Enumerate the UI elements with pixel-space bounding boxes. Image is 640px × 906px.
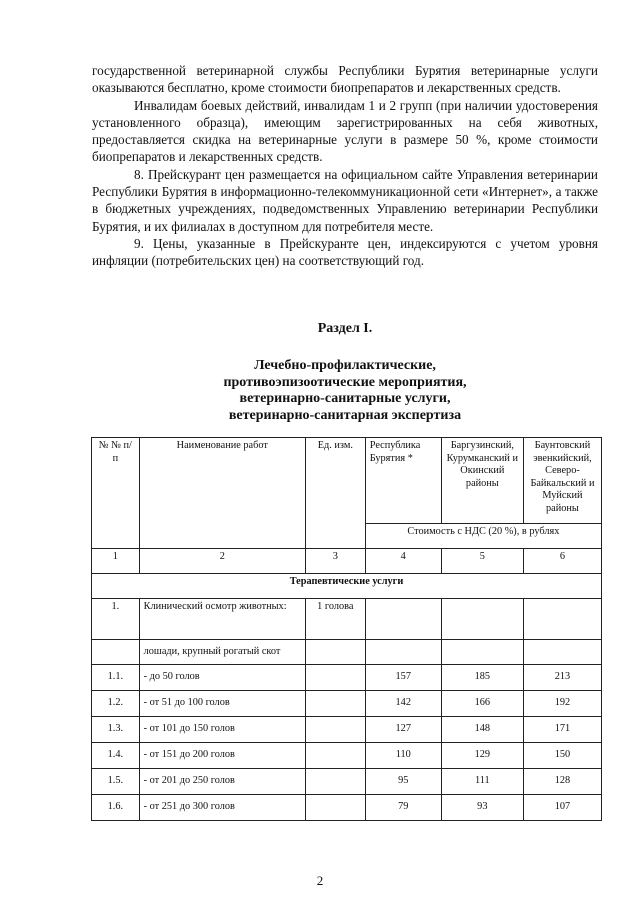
row-num: 1. (92, 599, 140, 640)
row-value (523, 640, 601, 665)
row-value: 148 (441, 717, 523, 743)
table-row (92, 769, 602, 795)
header-col4: Республика Бурятия * (365, 438, 441, 524)
header-col5: Баргузинский, Курумканский и Окинский районы (441, 438, 523, 524)
row-num: 1.4. (92, 743, 140, 769)
row-num: 1.5. (92, 769, 140, 795)
row-name: - от 201 до 250 голов (139, 769, 305, 795)
vat-note: Стоимость с НДС (20 %), в рублях (365, 524, 601, 549)
table-row (92, 599, 602, 640)
price-table (91, 437, 602, 821)
row-value: 79 (365, 795, 441, 821)
row-unit (305, 795, 365, 821)
paragraph-continuation: государственной ветеринарной службы Республики Бурятия ветеринарные услуги оказываются бесплатно, кроме стоимости биопрепаратов и лекарственных средств. (92, 63, 598, 96)
row-name: - от 51 до 100 голов (139, 691, 305, 717)
column-number: 2 (139, 549, 305, 574)
row-value: 107 (523, 795, 601, 821)
row-num: 1.3. (92, 717, 140, 743)
subtitle-line: противоэпизоотические мероприятия, (223, 374, 467, 390)
row-value (441, 640, 523, 665)
header-name: Наименование работ (139, 438, 305, 549)
header-num: № № п/п (92, 438, 140, 549)
row-value: 127 (365, 717, 441, 743)
row-value: 213 (523, 665, 601, 691)
column-number: 6 (523, 549, 601, 574)
table-row (92, 691, 602, 717)
paragraph-item-9: 9. Цены, указанные в Прейскуранте цен, индексируются с учетом уровня инфляции (потребительских цен) на соответствующий год. (92, 235, 598, 269)
row-name: - от 251 до 300 голов (139, 795, 305, 821)
row-value: 142 (365, 691, 441, 717)
row-value (365, 640, 441, 665)
row-value: 111 (441, 769, 523, 795)
header-col6: Баунтовский эвенкийский, Северо-Байкальский и Муйский районы (523, 438, 601, 524)
row-unit (305, 769, 365, 795)
section-title: Раздел I. (317, 321, 373, 336)
column-number: 5 (441, 549, 523, 574)
table-header-row (92, 438, 602, 524)
subtitle-line: ветеринарно-санитарная экспертиза (228, 407, 462, 423)
row-value: 171 (523, 717, 601, 743)
row-num: 1.1. (92, 665, 140, 691)
table-row (92, 640, 602, 665)
row-unit (305, 717, 365, 743)
category-label: Терапевтические услуги (92, 574, 602, 599)
row-unit (305, 640, 365, 665)
row-value: 95 (365, 769, 441, 795)
row-value (365, 599, 441, 640)
section-subtitle (92, 358, 598, 424)
paragraph-item-8: 8. Прейскурант цен размещается на официальном сайте Управления ветеринарии Республики Бурятия в информационно-телекоммуникационной сети «Интернет», а также в бюджетных учреждениях, подведомственных Управлению ветеринарии Республики Бурятия, и их филиалах в доступном для потребителя месте. (92, 166, 598, 234)
row-value: 93 (441, 795, 523, 821)
row-value: 185 (441, 665, 523, 691)
row-value (523, 599, 601, 640)
row-value (441, 599, 523, 640)
column-number: 4 (365, 549, 441, 574)
table-row (92, 795, 602, 821)
column-number: 1 (92, 549, 140, 574)
row-unit (305, 743, 365, 769)
row-value: 150 (523, 743, 601, 769)
row-value: 157 (365, 665, 441, 691)
row-num (92, 640, 140, 665)
body-text (92, 62, 598, 270)
column-numbers-row (92, 549, 602, 574)
row-unit (305, 691, 365, 717)
row-num: 1.2. (92, 691, 140, 717)
row-name: - от 151 до 200 голов (139, 743, 305, 769)
row-num: 1.6. (92, 795, 140, 821)
row-value: 129 (441, 743, 523, 769)
row-name: - до 50 голов (139, 665, 305, 691)
header-unit: Ед. изм. (305, 438, 365, 549)
subtitle-line: ветеринарно-санитарные услуги, (239, 391, 451, 406)
row-name: Клинический осмотр животных: (139, 599, 305, 640)
row-value: 128 (523, 769, 601, 795)
column-number: 3 (305, 549, 365, 574)
row-unit (305, 665, 365, 691)
subtitle-line: Лечебно-профилактические, (254, 358, 436, 373)
table-row (92, 717, 602, 743)
row-value: 110 (365, 743, 441, 769)
row-unit: 1 голова (305, 599, 365, 640)
table-row (92, 665, 602, 691)
paragraph-veterans-discount: Инвалидам боевых действий, инвалидам 1 и 2 групп (при наличии удостоверения установленного образца), имеющим зарегистрированных на себя животных, предоставляется скидка на ветеринарные услуги в размере 50 %, кроме стоимости биопрепаратов и лекарственных средств. (92, 97, 598, 165)
row-name: лошади, крупный рогатый скот (139, 640, 305, 665)
row-value: 192 (523, 691, 601, 717)
table-row (92, 743, 602, 769)
row-value: 166 (441, 691, 523, 717)
row-name: - от 101 до 150 голов (139, 717, 305, 743)
category-row (92, 574, 602, 599)
page-number: 2 (316, 873, 324, 888)
